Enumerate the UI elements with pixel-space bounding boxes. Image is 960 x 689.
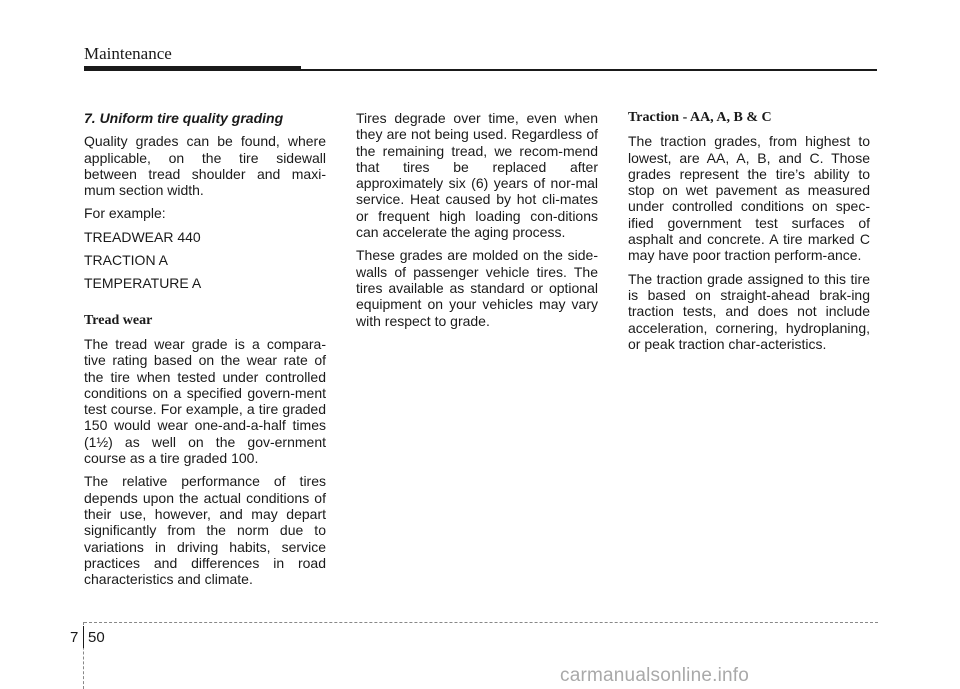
header-rule-thick (84, 66, 301, 71)
tread-wear-heading: Tread wear (84, 312, 153, 328)
column-2 (356, 110, 598, 336)
intro-paragraph: Quality grades can be found, where applicable, on the tire sidewall between tread shoulder and maxi-mum section width. (84, 133, 326, 199)
column-1 (84, 110, 326, 594)
traction-heading: Traction - AA, A, B & C (628, 110, 772, 125)
traction-test-paragraph: The traction grade assigned to this tire is based on straight-ahead brak-ing traction tests, and does not include acceleration, cornering, hydroplaning, or peak traction char-acteristics. (628, 270, 870, 352)
section-heading: 7. Uniform tire quality grading (84, 110, 284, 126)
relative-performance-paragraph: The relative performance of tires depends upon the actual conditions of their use, however, and may depart significantly from the norm due to variations in driving habits, service practices and differences in road characteristics and climate. (84, 473, 326, 588)
footer-dashed-line (84, 622, 878, 623)
header-title: Maintenance (84, 44, 172, 63)
column-3 (628, 110, 870, 359)
traction-grades-paragraph: The traction grades, from highest to lowest, are AA, A, B, and C. Those grades represent the tire’s ability to stop on wet pavement as measured under controlled conditions on spec-ified government test surfaces of asphalt and concrete. A tire marked C may have poor traction perform-ance. (628, 133, 870, 264)
example-label: For example: (84, 205, 166, 222)
spec-temperature: TEMPERATURE A (84, 275, 202, 292)
tread-wear-paragraph: The tread wear grade is a compara-tive rating based on the wear rate of the tire when tested under controlled conditions on a specified govern-ment test course. For example, a tire graded 150 would wear one-and-a-half times (1½) as well on the gov-ernment course as a tire graded 100. (84, 335, 326, 467)
page-number: 50 (88, 629, 105, 646)
tire-aging-paragraph: Tires degrade over time, even when they are not being used. Regardless of the remaining tread, we recom-mend that tires be replaced after approximately six (6) years of nor-mal service. Heat caused by hot cli-mates or frequent high loading con-ditions can accelerate the aging process. (356, 110, 598, 241)
watermark: carmanualsonline.info (560, 665, 750, 686)
spec-treadwear: TREADWEAR 440 (84, 228, 201, 245)
header-rule-thin (301, 69, 877, 71)
spec-traction: TRACTION A (84, 252, 169, 269)
page-number-separator (83, 626, 84, 648)
molded-grades-paragraph: These grades are molded on the side-walls of passenger vehicle tires. The tires available as standard or optional equipment on your vehicles may vary with respect to grade. (356, 247, 598, 329)
chapter-number: 7 (70, 629, 79, 646)
